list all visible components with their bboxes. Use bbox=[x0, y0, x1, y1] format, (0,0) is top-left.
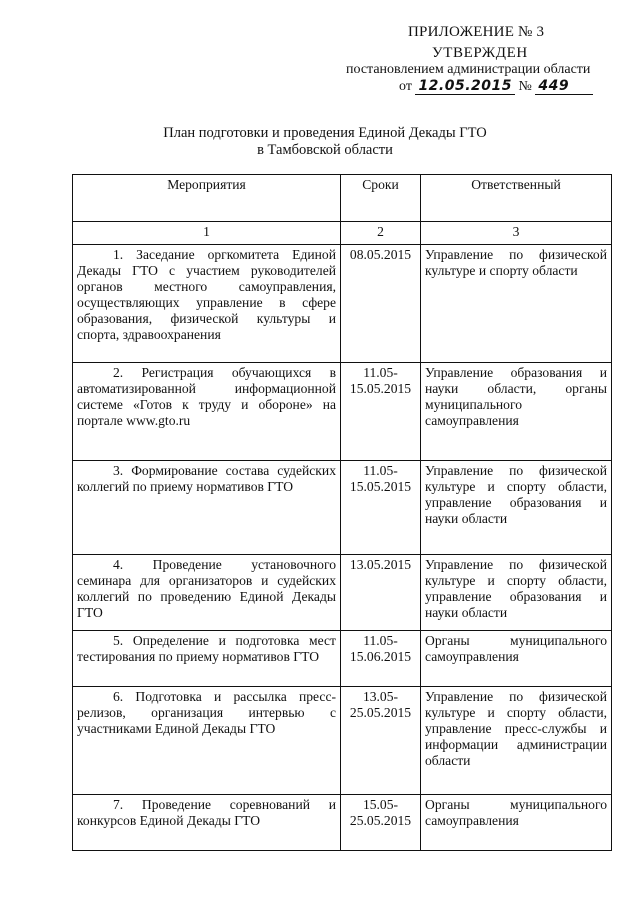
table-row bbox=[73, 631, 612, 687]
event-cell: 4. Проведение установочного семинара для организаторов и судейских коллегий по проведению Единой Декады ГТО bbox=[73, 555, 341, 631]
responsible-cell: Органы муниципального самоуправления bbox=[421, 631, 612, 687]
table-header-row bbox=[73, 175, 612, 222]
plan-table bbox=[72, 174, 612, 851]
plan-title-line1: План подготовки и проведения Единой Декады ГТО bbox=[163, 125, 487, 141]
table-row bbox=[73, 555, 612, 631]
appendix-label: ПРИЛОЖЕНИЕ № 3 bbox=[408, 24, 545, 40]
date-prefix: от bbox=[399, 79, 412, 94]
responsible-cell: Управление по физической культуре и спорту области bbox=[421, 245, 612, 363]
responsible-cell: Управление образования и науки области, органы муниципального самоуправления bbox=[421, 363, 612, 461]
decree-label: постановлением администрации области bbox=[346, 62, 591, 77]
dates-cell: 11.05-15.06.2015 bbox=[341, 631, 421, 687]
dates-cell: 11.05-15.05.2015 bbox=[341, 363, 421, 461]
number-prefix: № bbox=[518, 79, 532, 94]
table-row bbox=[73, 363, 612, 461]
dates-cell: 15.05-25.05.2015 bbox=[341, 795, 421, 851]
dates-cell: 08.05.2015 bbox=[341, 245, 421, 363]
dates-cell: 11.05-15.05.2015 bbox=[341, 461, 421, 555]
table-column-numbers-row bbox=[73, 222, 612, 245]
event-cell: 5. Определение и подготовка мест тестирования по приему нормативов ГТО bbox=[73, 631, 341, 687]
event-cell: 6. Подготовка и рассылка пресс-релизов, организация интервью с участниками Единой Декады ГТО bbox=[73, 687, 341, 795]
column-number-3: 3 bbox=[421, 222, 612, 245]
decree-date: 12.05.2015 bbox=[415, 78, 515, 95]
decree-date-number bbox=[399, 78, 593, 95]
table-row bbox=[73, 795, 612, 851]
column-number-2: 2 bbox=[341, 222, 421, 245]
column-header-responsible: Ответственный bbox=[421, 175, 612, 222]
table-row bbox=[73, 461, 612, 555]
table-row bbox=[73, 245, 612, 363]
decree-number: 449 bbox=[535, 78, 593, 95]
event-cell: 1. Заседание оргкомитета Единой Декады ГТО с участием руководителей органов местного самоуправления, осуществляющих управление в сфере образования, физической культуры и спорта, здравоохранения bbox=[73, 245, 341, 363]
approved-label: УТВЕРЖДЕН bbox=[432, 45, 528, 61]
responsible-cell: Управление по физической культуре и спорту области, управление пресс-службы и информации администрации области bbox=[421, 687, 612, 795]
column-header-dates: Сроки bbox=[341, 175, 421, 222]
responsible-cell: Управление по физической культуре и спорту области, управление образования и науки области bbox=[421, 555, 612, 631]
plan-title-line2: в Тамбовской области bbox=[257, 142, 393, 158]
event-cell: 3. Формирование состава судейских коллегий по приему нормативов ГТО bbox=[73, 461, 341, 555]
event-cell: 2. Регистрация обучающихся в автоматизированной информационной системе «Готов к труду и обороне» на портале www.gto.ru bbox=[73, 363, 341, 461]
responsible-cell: Управление по физической культуре и спорту области, управление образования и науки области bbox=[421, 461, 612, 555]
column-header-events: Мероприятия bbox=[73, 175, 341, 222]
plan-title bbox=[130, 125, 520, 159]
table-row bbox=[73, 687, 612, 795]
event-cell: 7. Проведение соревнований и конкурсов Единой Декады ГТО bbox=[73, 795, 341, 851]
responsible-cell: Органы муниципального самоуправления bbox=[421, 795, 612, 851]
dates-cell: 13.05.2015 bbox=[341, 555, 421, 631]
dates-cell: 13.05-25.05.2015 bbox=[341, 687, 421, 795]
column-number-1: 1 bbox=[73, 222, 341, 245]
